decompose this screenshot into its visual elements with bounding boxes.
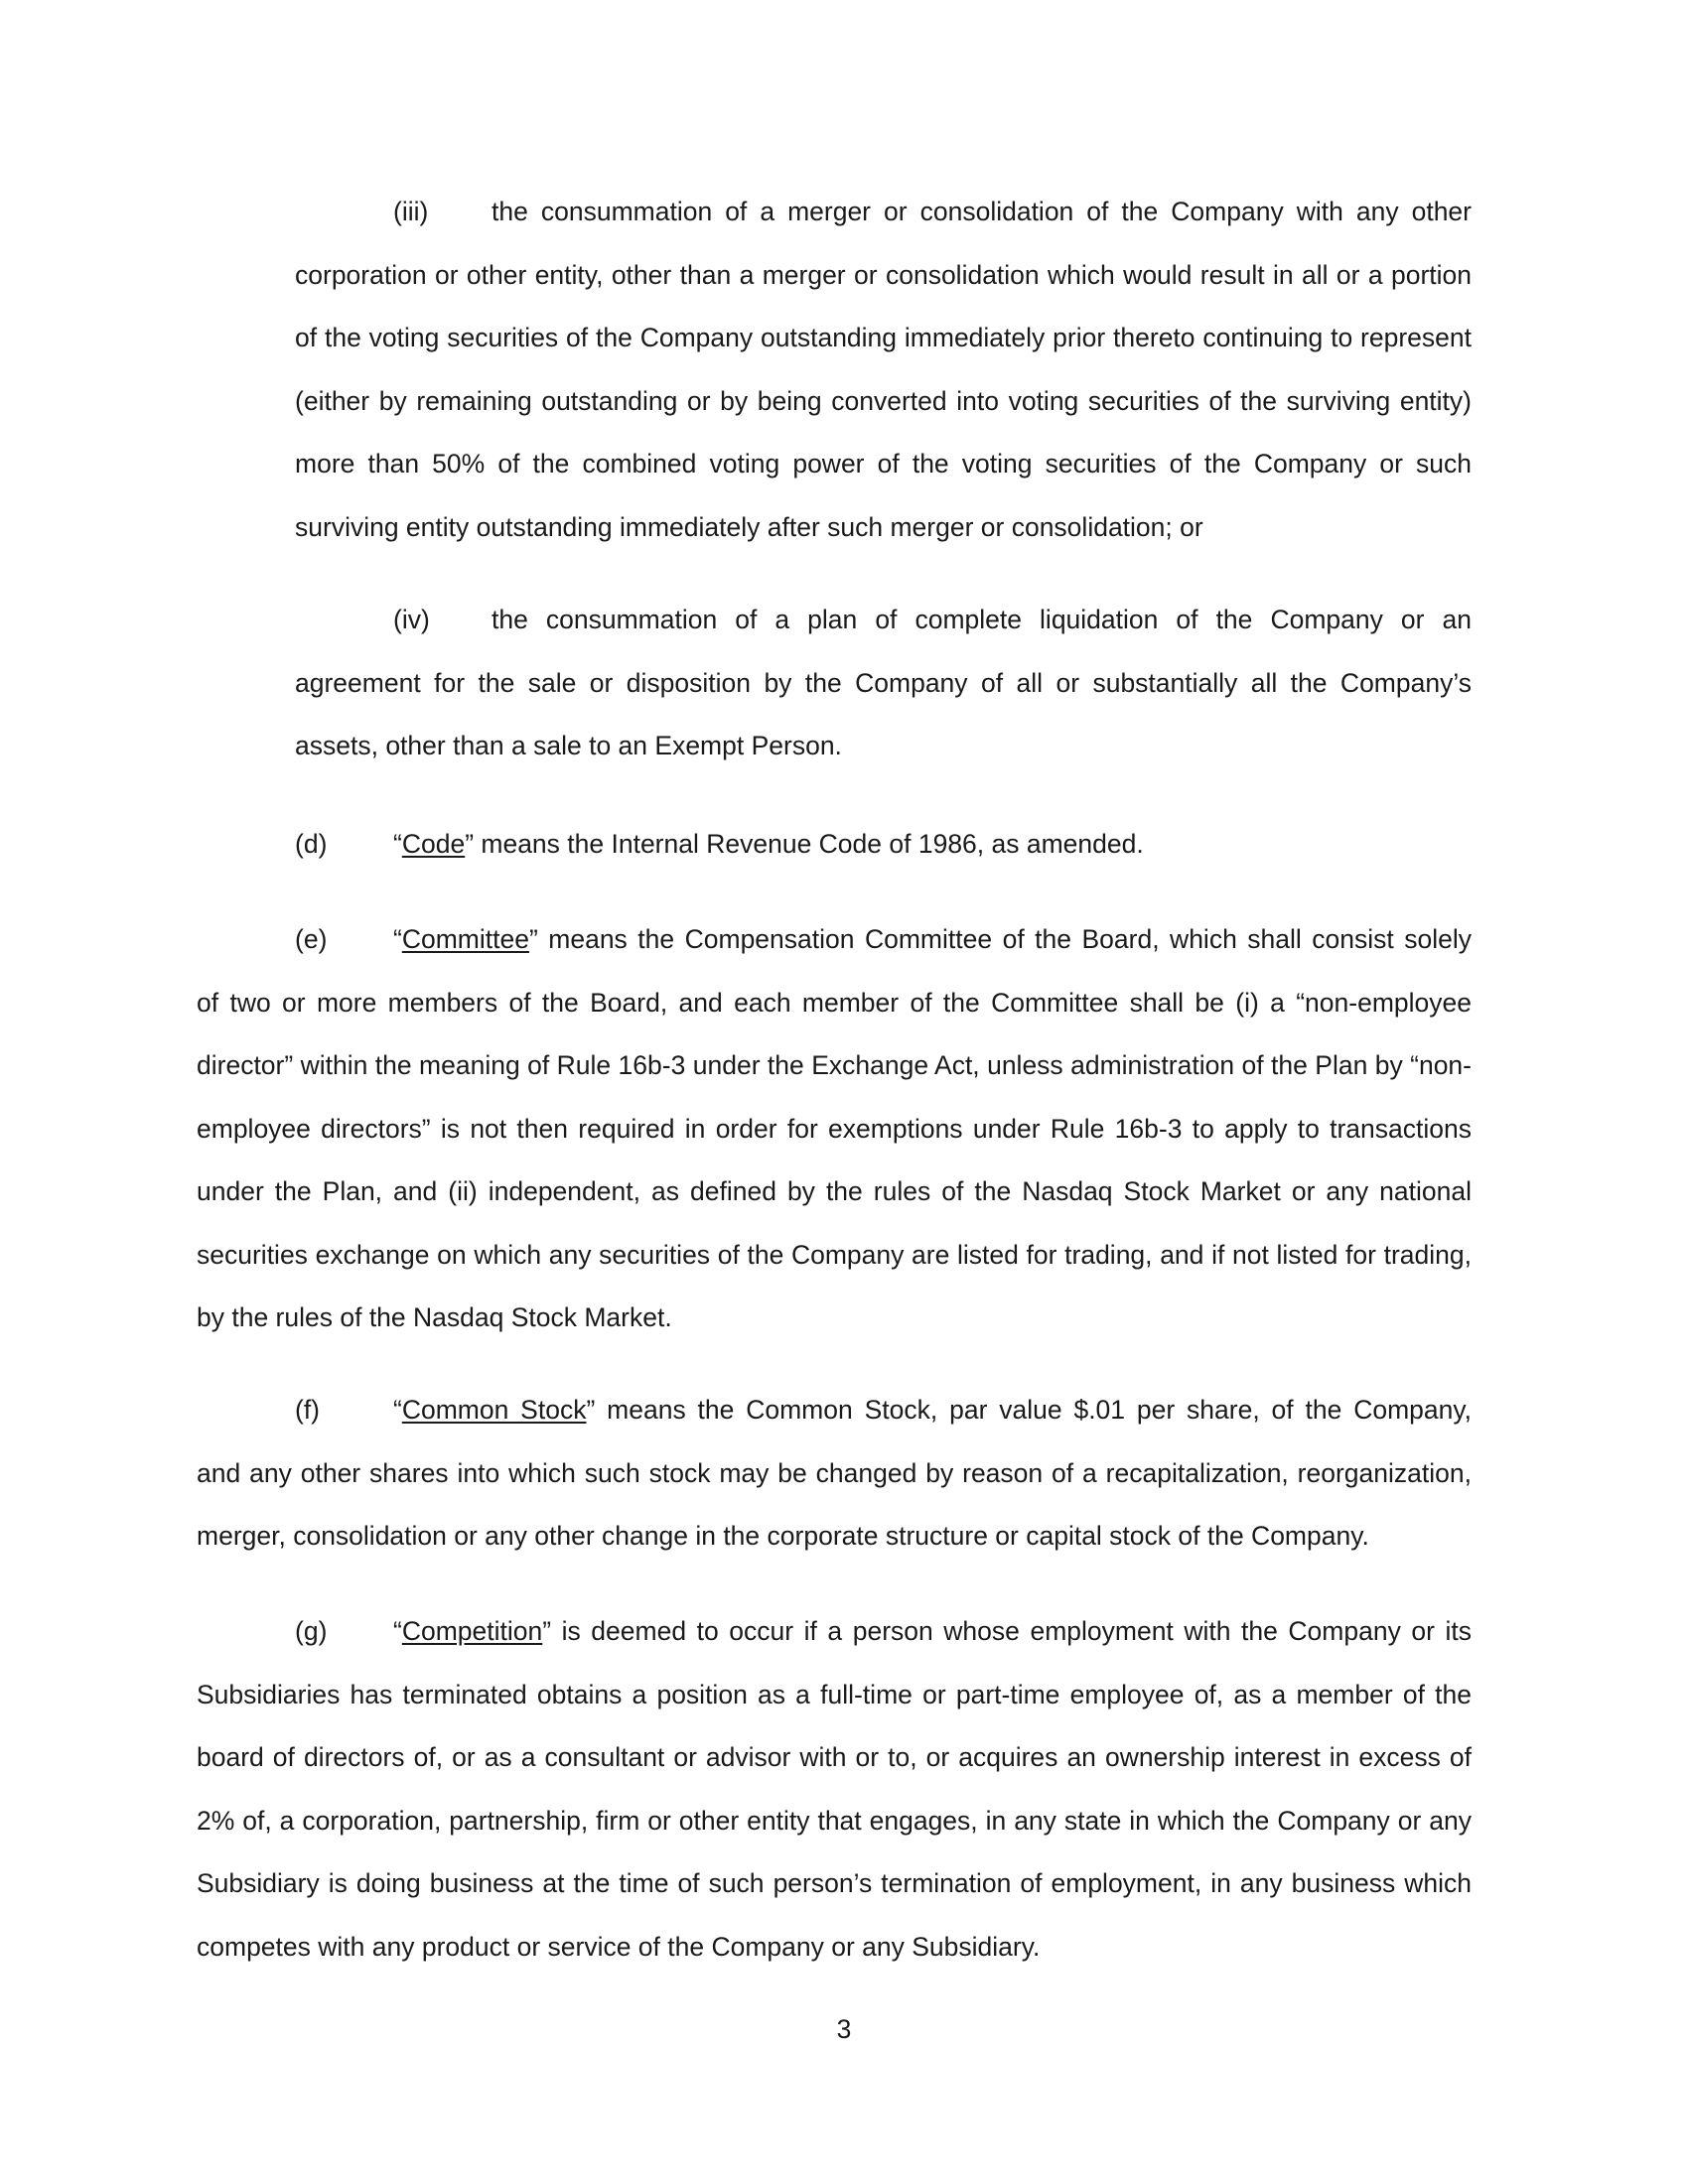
clause-iii — [295, 181, 1472, 559]
clause-iii-first-line: (iii) the consummation of a merger or consolidation of the Company with any other — [295, 181, 1472, 244]
clause-number: (iii) — [393, 197, 429, 226]
clause-iv-body: agreement for the sale or disposition by the Company of all or substantially all the Company’s assets, other than a sale to an Exempt Person. — [295, 667, 1472, 760]
definition-committee-body: of two or more members of the Board, and each member of the Committee shall be (i) a “non-employee director” within the meaning of Rule 16b-3 under the Exchange Act, unless administration of the Plan by “non-employee directors” is not then required in order for exemptions under Rule 16b-3 to apply to transactions under the Plan, and (ii) independent, as defined by the rules of the Nasdaq Stock Market or any national securities exchange on which any securities of the Company are listed for trading, and if not listed for trading, by the rules of the Nasdaq Stock Market. — [197, 987, 1472, 1332]
defined-term: Committee — [401, 924, 529, 954]
clause-iv-first-line: (iv) the consummation of a plan of complete liquidation of the Company or an — [295, 589, 1472, 652]
definition-common-stock — [197, 1379, 1472, 1569]
defined-term: Competition — [401, 1616, 543, 1646]
page-number: 3 — [836, 2014, 852, 2044]
definition-common-stock-body: and any other shares into which such stock may be changed by reason of a recapitalization, reorganization, merger, consolidation or any other change in the corporate structure or capital stock of the Company. — [197, 1457, 1472, 1551]
clause-number: (e) — [295, 924, 328, 954]
definition-common-stock-first-line: (f) “Common Stock” means the Common Stock, par value $.01 per share, of the Company, — [197, 1379, 1472, 1442]
definition-committee-first-line: (e) “Committee” means the Compensation Committee of the Board, which shall consist solely — [197, 908, 1472, 972]
definition-committee — [197, 908, 1472, 1350]
clause-number: (f) — [295, 1395, 321, 1425]
clause-iii-body: corporation or other entity, other than a merger or consolidation which would result in all or a portion of the voting securities of the Company outstanding immediately prior thereto continuing to represent (either by remaining outstanding or by being converted into voting securities of the surviving entity) more than 50% of the combined voting power of the voting securities of the Company or such surviving entity outstanding immediately after such merger or consolidation; or — [295, 259, 1472, 542]
defined-term: Common Stock — [401, 1395, 587, 1425]
definition-code — [295, 813, 1472, 877]
definition-code-first-line: (d) “Code” means the Internal Revenue Code of 1986, as amended. — [295, 813, 1472, 877]
definition-competition — [197, 1600, 1472, 1979]
definition-competition-first-line: (g) “Competition” is deemed to occur if a person whose employment with the Company or its — [197, 1600, 1472, 1664]
definition-competition-body: Subsidiaries has terminated obtains a position as a full-time or part-time employee of, as a member of the board of directors of, or as a consultant or advisor with or to, or acquires an ownership interest in excess of 2% of, a corporation, partnership, firm or other entity that engages, in any state in which the Company or any Subsidiary is doing business at the time of such person’s termination of employment, in any business which competes with any product or service of the Company or any Subsidiary. — [197, 1679, 1472, 1962]
clause-number: (iv) — [393, 605, 430, 634]
defined-term: Code — [401, 829, 466, 859]
clause-number: (d) — [295, 829, 328, 859]
clause-number: (g) — [295, 1616, 328, 1646]
clause-iv — [295, 589, 1472, 778]
